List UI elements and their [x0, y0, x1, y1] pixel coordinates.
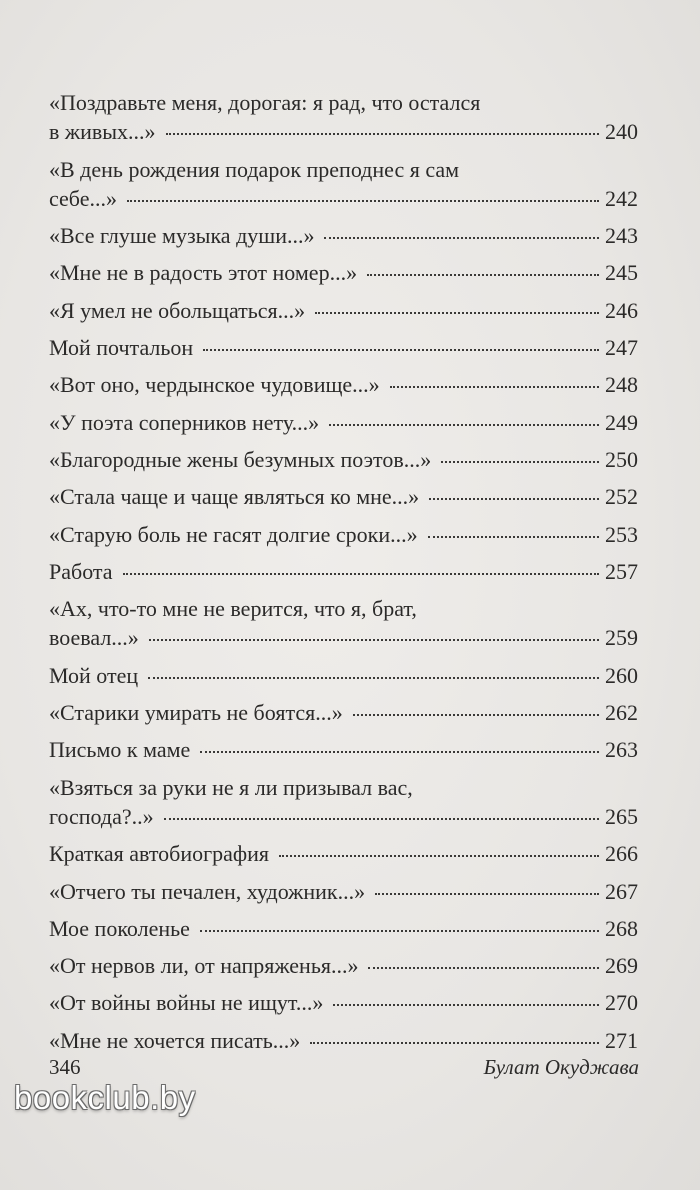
toc-entry [49, 408, 638, 437]
toc-entry [49, 661, 638, 690]
dot-leader [324, 237, 599, 239]
toc-entry [49, 594, 638, 653]
toc-entry [49, 773, 638, 832]
toc-entry-page-number: 262 [605, 700, 638, 726]
toc-entry [49, 735, 638, 764]
toc-entry-title: в живых...» [49, 119, 156, 145]
toc-entry-page-number: 250 [605, 446, 638, 472]
dot-leader [200, 751, 599, 753]
toc-entry-title: воевал...» [49, 625, 139, 651]
toc-entry-line [49, 408, 638, 437]
toc-entry-title: «Благородные жены безумных поэтов...» [49, 446, 432, 472]
toc-entry-line [49, 698, 638, 727]
toc-entry-line [49, 333, 638, 362]
toc-entry-line [49, 914, 638, 943]
toc-entry-page-number: 246 [605, 297, 638, 323]
toc-entry-line [49, 951, 638, 980]
dot-leader [148, 677, 599, 679]
toc-entry-line [49, 802, 638, 831]
toc-entry [49, 520, 638, 549]
toc-entry-title: «Отчего ты печален, художник...» [49, 878, 366, 904]
toc-entry-page-number: 240 [605, 119, 638, 145]
footer-page-number: 346 [49, 1055, 81, 1079]
toc-entry-line [49, 557, 638, 586]
toc-entry-title: «От войны войны не ищут...» [49, 990, 324, 1016]
toc-entry-page-number: 247 [605, 335, 638, 361]
toc-entry-title: Мой отец [49, 662, 139, 688]
toc-entry-page-number: 270 [605, 990, 638, 1016]
toc-entry-title: Письмо к маме [49, 737, 191, 763]
toc-entry-line [49, 839, 638, 868]
toc-entry [49, 333, 638, 362]
toc-entry [49, 698, 638, 727]
toc-entry [49, 155, 638, 214]
toc-entry-page-number: 245 [605, 260, 638, 286]
toc-entry-page-number: 260 [605, 662, 638, 688]
dot-leader [166, 133, 599, 135]
toc-entry-title: «Я умел не обольщаться...» [49, 297, 306, 323]
toc-entry [49, 88, 638, 147]
toc-entry-page-number: 269 [605, 953, 638, 979]
toc-entry-page-number: 243 [605, 223, 638, 249]
toc-entry-line [49, 221, 638, 250]
toc-entry-title: «Стала чаще и чаще являться ко мне...» [49, 484, 420, 510]
toc-entry-line [49, 258, 638, 287]
toc-entry-title-line: «Взяться за руки не я ли призывал вас, [49, 774, 413, 800]
toc-entry [49, 445, 638, 474]
dot-leader [375, 893, 599, 895]
toc-entry-title-line: «Ах, что-то мне не верится, что я, брат, [49, 596, 417, 622]
toc-entry-title: «Мне не в радость этот номер...» [49, 260, 358, 286]
toc-entry-line [49, 482, 638, 511]
toc-entry-title-line: «В день рождения подарок преподнес я сам [49, 156, 460, 182]
toc-entry-line [49, 117, 638, 146]
toc-entry [49, 557, 638, 586]
toc-entry [49, 1026, 638, 1055]
toc-entry-line [49, 661, 638, 690]
table-of-contents [49, 88, 638, 1063]
footer-author: Булат Окуджава [483, 1055, 639, 1079]
toc-entry [49, 914, 638, 943]
dot-leader [279, 855, 599, 857]
toc-entry-title: «У поэта соперников нету...» [49, 409, 320, 435]
toc-entry-title: Мой почтальон [49, 335, 194, 361]
toc-entry-page-number: 252 [605, 484, 638, 510]
toc-entry [49, 221, 638, 250]
dot-leader [203, 349, 599, 351]
toc-entry-title: «Вот оно, чердынское чудовище...» [49, 372, 380, 398]
dot-leader [333, 1004, 599, 1006]
toc-entry-page-number: 248 [605, 372, 638, 398]
toc-entry-title: господа?..» [49, 803, 154, 829]
toc-entry-page-number: 249 [605, 409, 638, 435]
dot-leader [367, 274, 599, 276]
dot-leader [368, 967, 599, 969]
toc-entry-line [49, 735, 638, 764]
toc-entry-page-number: 253 [605, 521, 638, 547]
toc-entry-page-number: 271 [605, 1027, 638, 1053]
toc-entry-title: Мое поколенье [49, 915, 190, 941]
dot-leader [390, 386, 599, 388]
dot-leader [353, 714, 599, 716]
toc-entry [49, 296, 638, 325]
toc-entry-title: себе...» [49, 185, 117, 211]
dot-leader [200, 930, 599, 932]
toc-entry-title: Краткая автобиография [49, 841, 270, 867]
toc-entry-title-line: «Поздравьте меня, дорогая: я рад, что остался [49, 90, 481, 115]
dot-leader [329, 424, 599, 426]
watermark-logo: bookclub.by [14, 1079, 196, 1116]
toc-entry-page-number: 267 [605, 878, 638, 904]
toc-entry-title: «Мне не хочется писать...» [49, 1027, 301, 1053]
toc-entry-page-number: 259 [605, 625, 638, 651]
toc-entry-page-number: 257 [605, 558, 638, 584]
dot-leader [127, 200, 599, 202]
toc-entry-line [49, 988, 638, 1017]
toc-entry-line [49, 184, 638, 213]
toc-entry-title: «Старики умирать не боятся...» [49, 700, 343, 726]
dot-leader [429, 498, 599, 500]
toc-entry-line [49, 1026, 638, 1055]
toc-entry-title: «От нервов ли, от напряженья...» [49, 953, 359, 979]
toc-entry [49, 988, 638, 1017]
toc-entry [49, 839, 638, 868]
toc-entry-line [49, 370, 638, 399]
toc-entry-line [49, 877, 638, 906]
toc-entry-page-number: 242 [605, 185, 638, 211]
toc-entry-line [49, 623, 638, 652]
toc-entry [49, 482, 638, 511]
dot-leader [441, 461, 599, 463]
dot-leader [164, 818, 599, 820]
toc-entry-page-number: 263 [605, 737, 638, 763]
toc-entry-page-number: 265 [605, 803, 638, 829]
dot-leader [315, 312, 599, 314]
dot-leader [149, 639, 599, 641]
toc-entry [49, 877, 638, 906]
toc-entry-page-number: 266 [605, 841, 638, 867]
dot-leader [428, 536, 599, 538]
toc-entry-title: «Старую боль не гасят долгие сроки...» [49, 521, 418, 547]
dot-leader [310, 1042, 599, 1044]
toc-entry-line [49, 296, 638, 325]
toc-entry [49, 951, 638, 980]
toc-entry-line [49, 445, 638, 474]
toc-entry-line [49, 520, 638, 549]
toc-entry-page-number: 268 [605, 915, 638, 941]
toc-entry [49, 258, 638, 287]
toc-entry [49, 370, 638, 399]
toc-entry-title: Работа [49, 558, 113, 584]
toc-entry-title: «Все глуше музыка души...» [49, 223, 315, 249]
dot-leader [123, 573, 599, 575]
